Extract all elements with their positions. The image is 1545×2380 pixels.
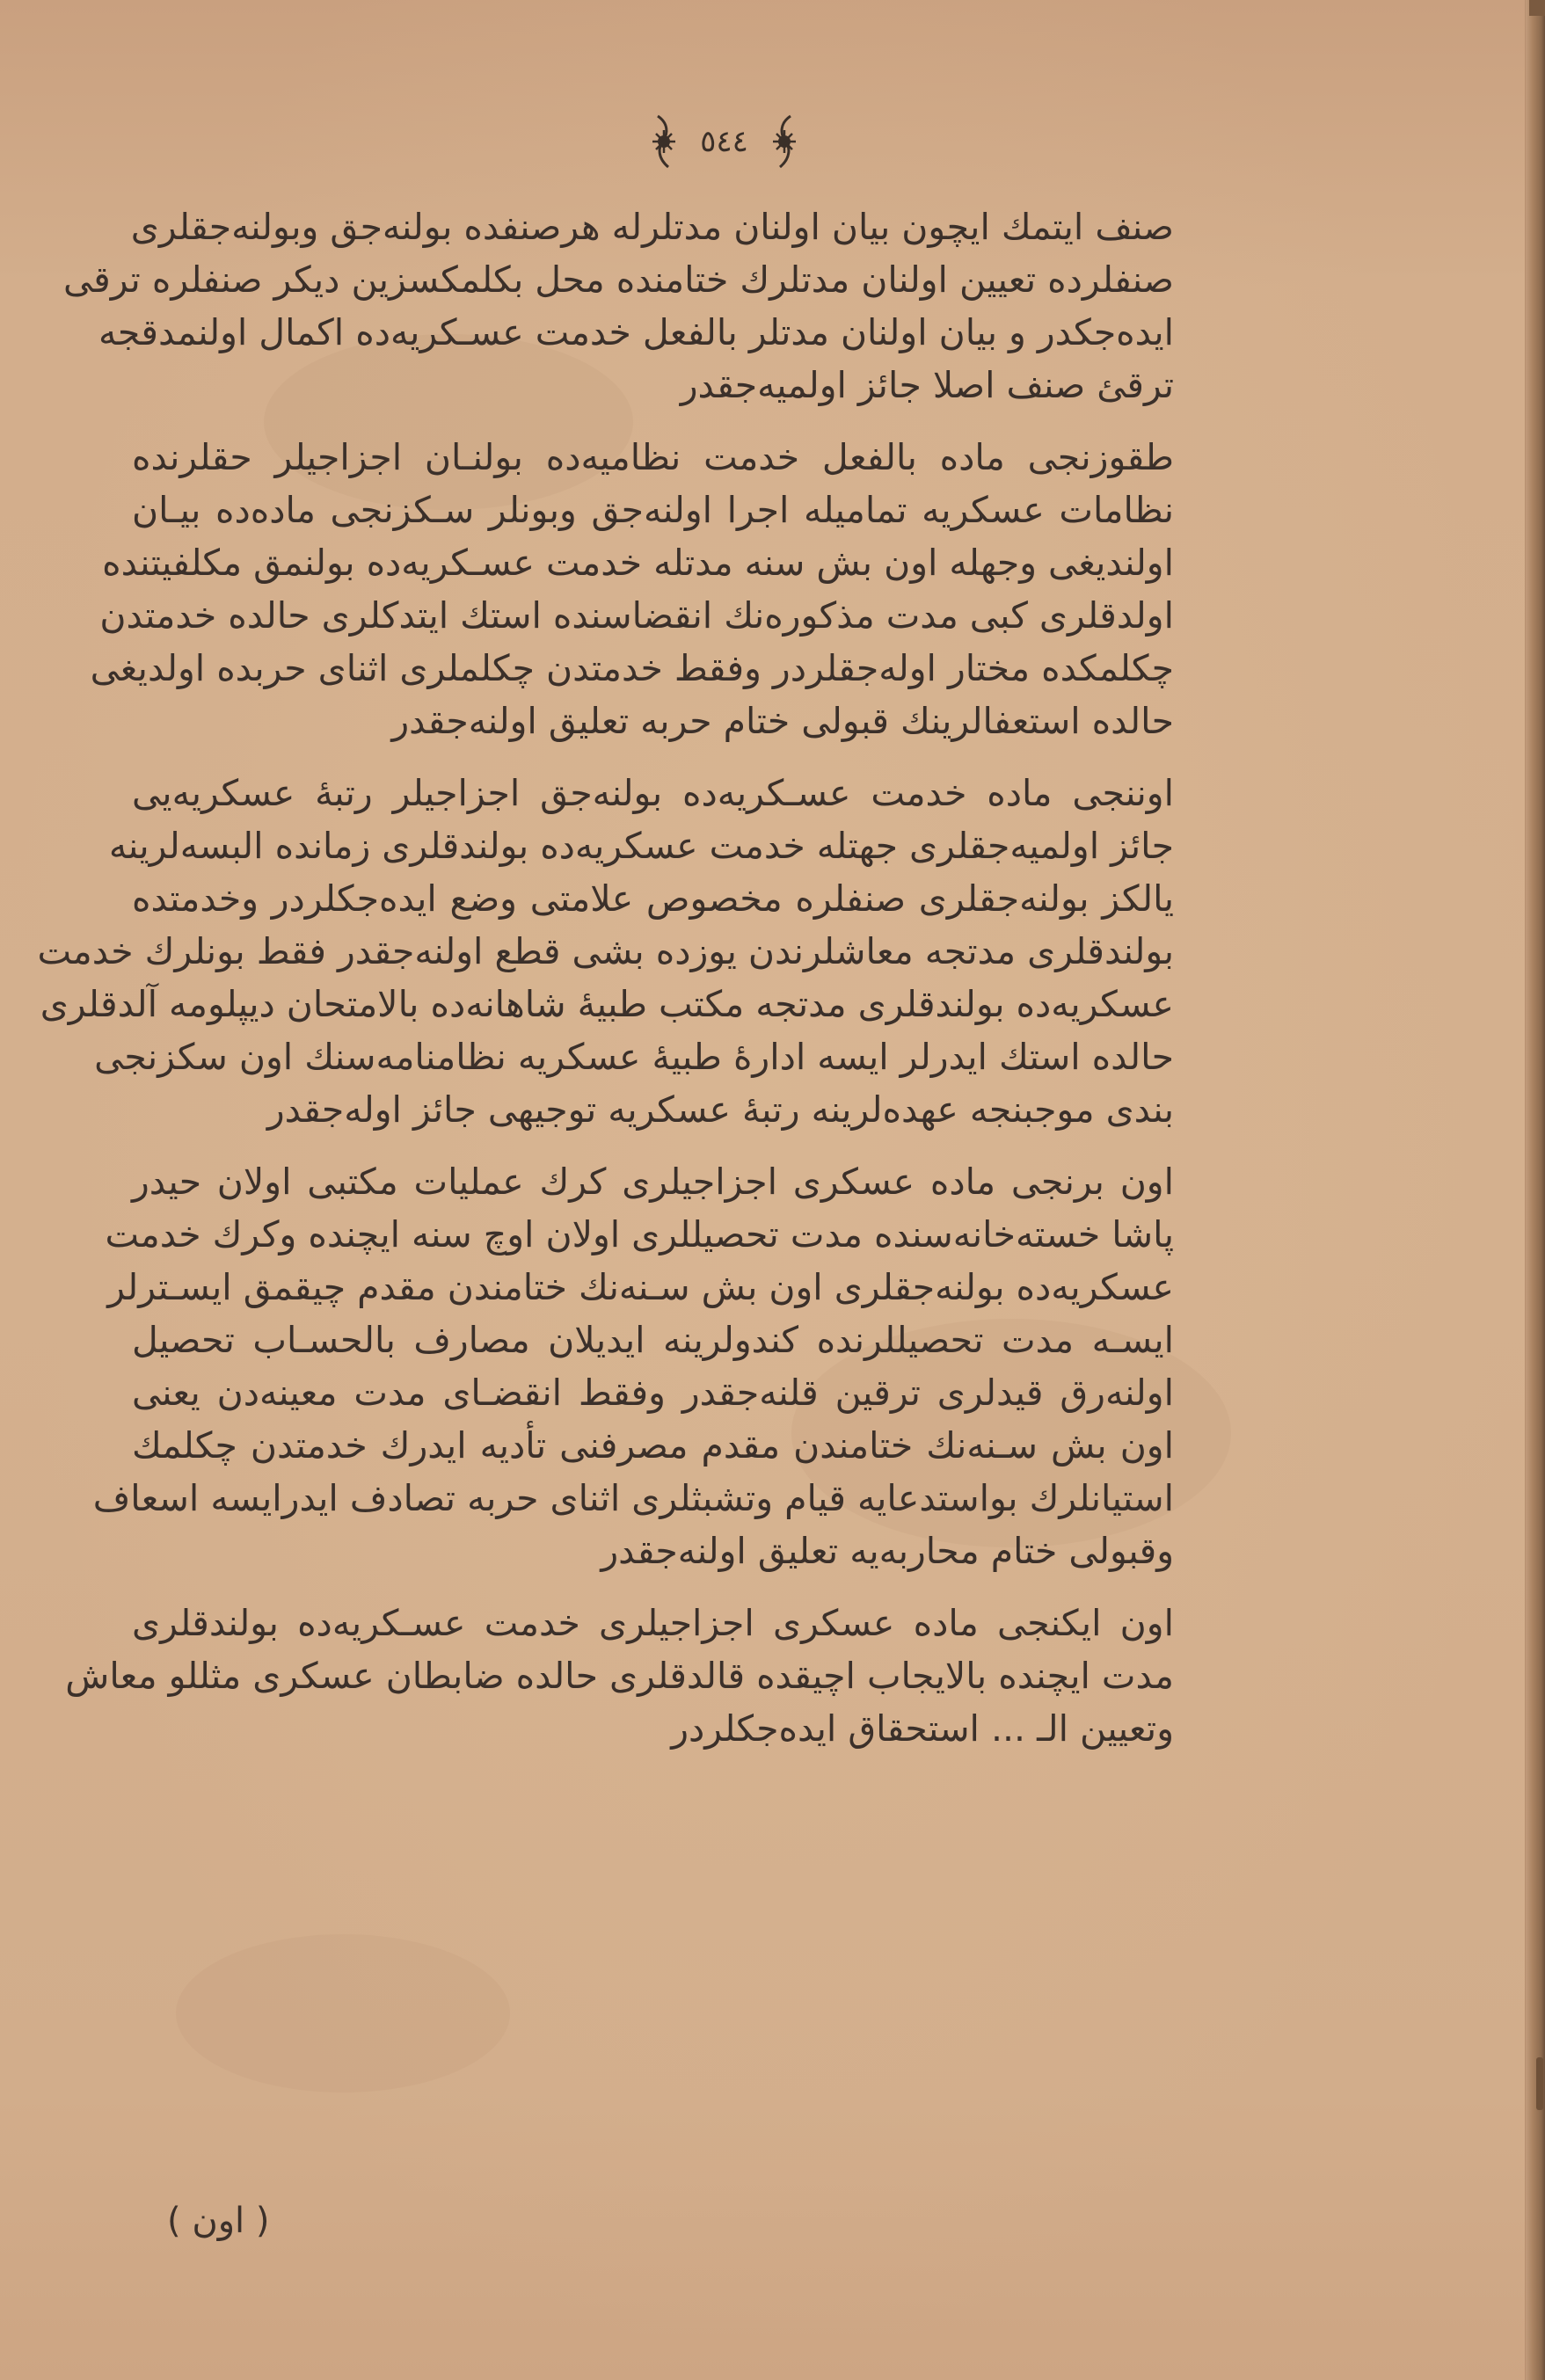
text-line: صنف ایتمك ایچون بیان اولنان مدتلرله هرصنفده بولنه‌جق وبولنه‌جقلری [130,206,1174,248]
text-line: اون بش سـنه‌نك ختامندن مقدم مصرفنی تأدیه ایدرك خدمتدن چكلمك [132,1424,1174,1467]
text-line: وتعیین الـ ... استحقاق ایده‌جكلردر [671,1707,1174,1750]
text-line: اولندیغی وجهله اون بش سنه مدتله خدمت عسـكریه‌ده بولنمق مكلفیتنده [102,542,1174,584]
article-9 [90,431,1174,747]
body-text [37,200,1174,1774]
page-number-group [644,114,805,169]
text-line: پاشا خسته‌خانه‌سنده مدت تحصیللری اولان اوچ سنه ایچنده وكرك خدمت [105,1213,1174,1256]
text-line: اوننجی ماده خدمت عسـكریه‌ده بولنه‌جق اجزاجیلر رتبهٔ عسكریه‌یی [132,772,1174,814]
catchword: ( اون ) [167,2201,270,2241]
text-line: چكلمكده مختار اوله‌جقلردر وفقط خدمتدن چكلملری اثنای حربده اولدیغی [90,647,1174,689]
text-line: ترقئ صنف اصلا جائز اولمیه‌جقدر [680,364,1174,406]
text-line: ایده‌جكدر و بیان اولنان مدتلر بالفعل خدمت عسـكریه‌ده اكمال اولنمدقجه [98,311,1174,353]
text-line: مدت ایچنده بالایجاب اچیقده قالدقلری حالده ضابطان عسكری مثللو معاش [65,1655,1174,1697]
text-line: عسكریه‌ده بولنه‌جقلری اون بش سـنه‌نك ختامندن مقدم چیقمق ایسـترلر [107,1266,1174,1308]
text-line: استیانلرك بواستدعایه قیام وتشبثلری اثنای حربه تصادف ایدرایسه اسعاف [92,1477,1174,1519]
text-line: حالده استعفالرینك قبولی ختام حربه تعلیق اولنه‌جقدر [391,700,1174,742]
page-edge-mark [1529,0,1545,16]
ornament-flower-icon [764,114,805,169]
text-line: بولندقلری مدتجه معاشلرندن یوزده بشی قطع اولنه‌جقدر فقط بونلرك خدمت [37,930,1174,972]
page-header [0,114,1545,172]
article-10 [37,767,1174,1136]
text-line: نظامات عسكریه تمامیله اجرا اولنه‌جق وبونلر سـكزنجی ماده‌ده بیـان [132,489,1174,531]
text-line: طقوزنجی ماده بالفعل خدمت نظامیه‌ده بولنـان اجزاجیلر حقلرنده [132,436,1174,478]
page-number: ٥٤٤ [700,124,748,159]
paragraph-continuation [63,200,1174,411]
text-line: جائز اولمیه‌جقلری جهتله خدمت عسكریه‌ده بولندقلری زمانده البسه‌لرینه [108,825,1174,867]
article-11 [92,1155,1174,1577]
paper-stain [176,1934,510,2093]
page-edge [1525,0,1545,2380]
text-line: بندی موجبنجه عهده‌لرینه رتبهٔ عسكریه توجیهی جائز اوله‌جقدر [266,1088,1174,1131]
text-line: اولنه‌رق قیدلری ترقین قلنه‌جقدر وفقط انقضـای مدت معینه‌دن یعنی [132,1372,1174,1414]
text-line: اون برنجی ماده عسكری اجزاجیلری كرك عملیات مكتبی اولان حیدر [132,1161,1174,1203]
text-line: یالكز بولنه‌جقلری صنفلره مخصوص علامتی وضع ایده‌جكلردر وخدمتده [132,877,1174,920]
text-line: اولدقلری كبی مدت مذكوره‌نك انقضاسنده استك ایتدكلری حالده خدمتدن [99,594,1174,637]
ornament-flower-icon [644,114,684,169]
article-12 [65,1597,1174,1755]
text-line: حالده استك ایدرلر ایسه ادارهٔ طبیهٔ عسكریه نظامنامه‌سنك اون سكزنجی [94,1036,1174,1078]
text-line: وقبولی ختام محاربه‌یه تعلیق اولنه‌جقدر [601,1530,1174,1572]
text-line: صنفلرده تعیین اولنان مدتلرك ختامنده محل بكلمكسزین دیكر صنفلره ترقی [63,258,1174,301]
text-line: عسكریه‌ده بولندقلری مدتجه مكتب طبیهٔ شاهانه‌ده بالامتحان دیپلومه آلدقلری [40,983,1174,1025]
text-line: اون ایكنجی ماده عسكری اجزاجیلری خدمت عسـكریه‌ده بولندقلری [132,1602,1174,1644]
page-edge-mark [1536,2057,1543,2110]
text-line: ایسـه مدت تحصیللرنده كندولرینه ایدیلان مصارف بالحسـاب تحصیل [132,1319,1174,1361]
